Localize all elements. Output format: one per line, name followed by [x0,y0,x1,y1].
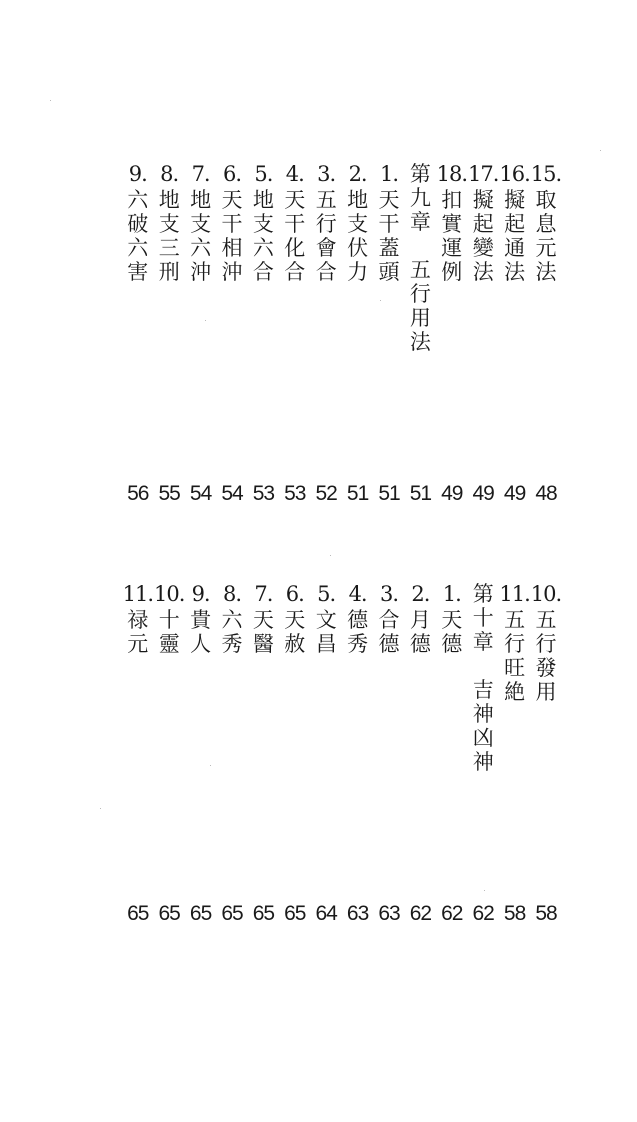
page-number: 65 [221,902,243,925]
entry-title-char: 法 [504,260,526,284]
entry-title-char: 靈 [158,632,180,656]
entry-title-char: 天 [284,188,306,212]
page-number: 53 [284,482,306,505]
chapter-heading-char: 第 [472,582,494,606]
scan-speck [50,100,51,101]
entry-title-char: 地 [252,188,274,212]
entry-title-char: 六 [127,236,149,260]
page-number: 51 [346,482,369,505]
entry-title-char: 頭 [378,260,400,284]
entry-title-char: 干 [378,212,400,236]
entry-title-char: 秀 [221,632,243,656]
entry-title-char: 蓋 [378,236,400,260]
entry-number: 2. [411,582,430,606]
toc-entry [217,162,247,284]
entry-title-char: 吉 [472,678,494,702]
page-number: 64 [315,902,337,925]
entry-number: 7. [254,582,273,606]
entry-title-char: 化 [284,236,306,260]
entry-title-char: 變 [472,236,494,260]
entry-title-char: 干 [284,212,306,236]
scan-speck [100,808,101,809]
entry-title-char: 凶 [472,726,494,750]
toc-entry [405,582,435,656]
entry-title-char: 擬 [472,188,494,212]
toc-entry [186,162,216,284]
entry-number: 1. [379,162,399,186]
toc-entry [374,162,404,284]
entry-number: 5. [254,162,273,186]
entry-title-char: 五 [535,608,557,632]
scan-speck [210,765,211,766]
entry-title-char: 相 [221,236,243,260]
entry-title-char: 行 [315,212,337,236]
toc-entry [217,582,247,656]
entry-title-char: 德 [378,632,400,656]
entry-title-char: 用 [535,680,557,704]
entry-title-char: 法 [535,260,557,284]
entry-title-char: 支 [190,212,212,236]
entry-title-char: 德 [441,632,463,656]
entry-title-char: 月 [409,608,431,632]
entry-number: 3. [317,162,336,186]
entry-title-char: 文 [315,608,337,632]
entry-number: 10. [530,582,562,606]
scan-speck [205,320,206,321]
entry-title-char: 五 [315,188,337,212]
page-number: 63 [346,902,369,925]
page-number: 65 [252,902,275,925]
page-number: 51 [409,482,432,505]
entry-title-char: 行 [535,632,557,656]
toc-entry [311,582,341,656]
entry-title-char: 法 [409,330,431,354]
entry-title-char: 合 [252,260,274,284]
entry-number: 3. [379,582,399,606]
entry-title-char: 合 [315,260,337,284]
scan-speck [330,555,331,556]
entry-title-char: 六 [252,236,274,260]
entry-title-char: 醫 [252,632,274,656]
entry-title-char: 例 [441,260,463,284]
page-number: 65 [158,902,180,925]
entry-title-char: 沖 [221,260,243,284]
toc-entry [468,162,498,284]
entry-title-char: 天 [252,608,274,632]
entry-number: 9. [128,162,147,186]
entry-number: 4. [348,582,367,606]
entry-number: 18. [436,162,467,186]
entry-title-char: 秀 [347,632,369,656]
entry-title-char: 會 [315,236,337,260]
entry-number: 11. [499,582,530,606]
entry-title-char: 德 [409,632,431,656]
entry-title-char: 起 [472,212,494,236]
entry-title-char: 支 [158,212,180,236]
chapter-heading-char: 十 [472,606,494,630]
entry-title-char: 昌 [315,632,337,656]
entry-number: 1. [442,582,461,606]
page-number: 54 [189,482,212,505]
entry-number: 8. [222,582,242,606]
page-number: 55 [158,482,180,505]
scan-speck [484,890,485,891]
entry-title-char: 取 [535,188,557,212]
entry-title-char: 法 [472,260,494,284]
toc-entry [374,582,404,656]
page-number: 51 [378,482,400,505]
toc-entry [468,582,498,774]
entry-title-char: 禄 [127,608,149,632]
entry-title-char: 十 [158,608,180,632]
toc-entry [531,582,561,704]
entry-title-char: 絶 [504,680,526,704]
page-number: 58 [503,902,526,925]
page-number: 58 [535,902,557,925]
entry-number: 8. [160,162,179,186]
entry-title-char: 六 [221,608,243,632]
entry-title-char: 天 [221,188,243,212]
entry-title-char: 支 [347,212,369,236]
toc-entry [405,162,435,354]
entry-title-char: 六 [190,236,212,260]
entry-title-char: 天 [441,608,463,632]
entry-number: 5. [317,582,336,606]
toc-entry [500,162,530,284]
entry-title-char: 行 [409,282,431,306]
page-number: 65 [127,902,149,925]
entry-title-char: 伏 [347,236,369,260]
entry-title-char: 赦 [284,632,306,656]
toc-entry [437,162,467,284]
entry-number: 17. [467,162,499,186]
toc-entry [343,162,373,284]
page-number: 53 [252,482,275,505]
toc-entry [248,582,278,656]
page-number: 62 [441,902,463,925]
toc-entry [280,162,310,284]
toc-entry [186,582,216,656]
entry-title-char: 神 [472,702,494,726]
entry-title-char: 元 [127,632,149,656]
entry-number: 16. [499,162,530,186]
entry-title-char: 沖 [190,260,212,284]
entry-title-char: 神 [472,750,494,774]
page-number: 63 [378,902,400,925]
entry-title-char: 合 [378,608,400,632]
entry-title-char: 干 [221,212,243,236]
entry-number: 6. [285,582,304,606]
entry-title-char: 支 [252,212,274,236]
page-number: 48 [535,482,557,505]
entry-title-char: 害 [127,260,149,284]
toc-entry [123,162,153,284]
entry-title-char: 三 [158,236,180,260]
page-number: 56 [127,482,149,505]
toc-entry [123,582,153,656]
entry-title-char: 地 [158,188,180,212]
entry-number: 6. [222,162,242,186]
entry-title-char: 六 [127,188,149,212]
entry-title-char: 合 [284,260,306,284]
toc-entry [154,162,184,284]
toc-entry [531,162,561,284]
entry-title-char: 破 [127,212,149,236]
page-number: 54 [221,482,243,505]
entry-title-char: 人 [190,632,212,656]
entry-title-char: 力 [347,260,369,284]
toc-entry [248,162,278,284]
entry-title-char: 德 [347,608,369,632]
entry-title-char: 發 [535,656,557,680]
entry-number: 15. [530,162,562,186]
page-number: 62 [472,902,494,925]
page-number: 62 [409,902,432,925]
entry-title-char: 天 [378,188,400,212]
page-number: 52 [315,482,337,505]
entry-title-char: 旺 [504,656,526,680]
toc-entry [280,582,310,656]
entry-number: 10. [153,582,185,606]
page-number: 65 [284,902,306,925]
entry-title-char: 息 [535,212,557,236]
toc-entry [311,162,341,284]
toc-entry [154,582,184,656]
entry-title-char: 五 [504,608,526,632]
page-number: 49 [503,482,526,505]
entry-title-char: 天 [284,608,306,632]
chapter-heading-char: 章 [472,630,494,654]
entry-title-char: 用 [409,306,431,330]
entry-title-char: 五 [409,258,431,282]
chapter-heading-char: 章 [409,210,431,234]
entry-title-char: 擬 [504,188,526,212]
scan-speck [600,150,601,151]
entry-number: 9. [191,582,210,606]
entry-title-char: 扣 [441,188,463,212]
entry-title-char: 地 [190,188,212,212]
toc-entry [500,582,530,704]
entry-title-char: 行 [504,632,526,656]
chapter-heading-char: 九 [409,186,431,210]
entry-title-char: 地 [347,188,369,212]
toc-entry [437,582,467,656]
page-number: 49 [472,482,494,505]
scan-speck [380,300,381,301]
entry-title-char: 貴 [190,608,212,632]
entry-title-char: 實 [441,212,463,236]
chapter-heading-char: 第 [409,162,431,186]
entry-title-char: 起 [504,212,526,236]
entry-title-char: 運 [441,236,463,260]
entry-number: 4. [285,162,304,186]
entry-number: 11. [122,582,153,606]
page-number: 49 [441,482,463,505]
entry-number: 7. [191,162,210,186]
entry-title-char: 元 [535,236,557,260]
entry-title-char: 通 [504,236,526,260]
toc-entry [343,582,373,656]
entry-number: 2. [348,162,367,186]
entry-title-char: 刑 [158,260,180,284]
page-number: 65 [189,902,212,925]
